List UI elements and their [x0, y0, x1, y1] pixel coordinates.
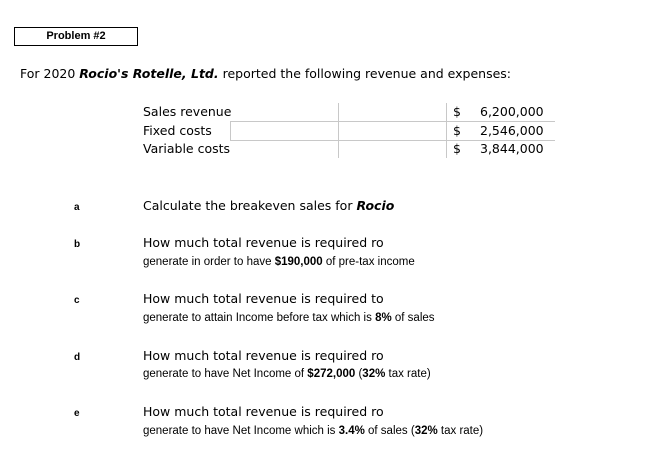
table-divider [446, 103, 447, 158]
question-a-prompt: Calculate the breakeven sales for [143, 198, 357, 213]
intro-before: For 2020 [20, 66, 80, 81]
question-letter-b: b [74, 239, 81, 250]
question-b-amount: $190,000 [274, 256, 323, 268]
question-e-line1: How much total revenue is required ro [143, 404, 384, 419]
question-b-line2 [143, 256, 415, 268]
question-e-post: tax rate) [437, 425, 484, 437]
row-amount: 2,546,000 [480, 123, 544, 138]
table-divider [338, 103, 339, 158]
dollar-sign: $ [453, 104, 461, 119]
question-d-tax-rate: 32% [362, 368, 386, 380]
question-e-mid: of sales ( [364, 425, 415, 437]
dollar-sign: $ [453, 123, 461, 138]
question-d-line1: How much total revenue is required ro [143, 348, 384, 363]
problem-title: Problem #2 [14, 27, 138, 46]
question-letter-e: e [74, 408, 80, 419]
row-label: Fixed costs [143, 123, 212, 138]
intro-sentence [20, 66, 511, 81]
question-e-line2 [143, 425, 483, 437]
question-a-name: Rocio [356, 198, 395, 213]
row-amount: 6,200,000 [480, 104, 544, 119]
question-d-pre: generate to have Net Income of [143, 368, 308, 380]
row-amount: 3,844,000 [480, 141, 544, 156]
question-c-post: of sales [391, 312, 435, 324]
company-name: Rocio's Rotelle, Ltd. [79, 66, 219, 81]
question-d-post: tax rate) [385, 368, 431, 380]
question-e-percent: 3.4% [338, 425, 365, 437]
question-b-line1: How much total revenue is required ro [143, 235, 384, 250]
question-c-percent: 8% [375, 312, 392, 324]
question-d-mid: ( [355, 368, 363, 380]
question-b-pre: generate in order to have [143, 256, 275, 268]
question-c-line2 [143, 312, 435, 324]
question-d-line2 [143, 368, 431, 380]
row-label: Variable costs [143, 141, 231, 156]
table-divider [230, 122, 231, 140]
question-b-post: of pre-tax income [322, 256, 415, 268]
question-e-tax-rate: 32% [414, 425, 438, 437]
question-letter-c: c [74, 295, 80, 306]
question-letter-d: d [74, 352, 81, 363]
question-letter-a: a [74, 202, 80, 213]
intro-after: reported the following revenue and expenses: [218, 66, 512, 81]
question-a-text [143, 198, 394, 213]
table-divider [230, 121, 555, 122]
question-e-pre: generate to have Net Income which is [143, 425, 339, 437]
question-d-amount: $272,000 [307, 368, 356, 380]
dollar-sign: $ [453, 141, 461, 156]
question-c-pre: generate to attain Income before tax which is [143, 312, 376, 324]
question-c-line1: How much total revenue is required to [143, 291, 384, 306]
row-label: Sales revenue [143, 104, 232, 119]
